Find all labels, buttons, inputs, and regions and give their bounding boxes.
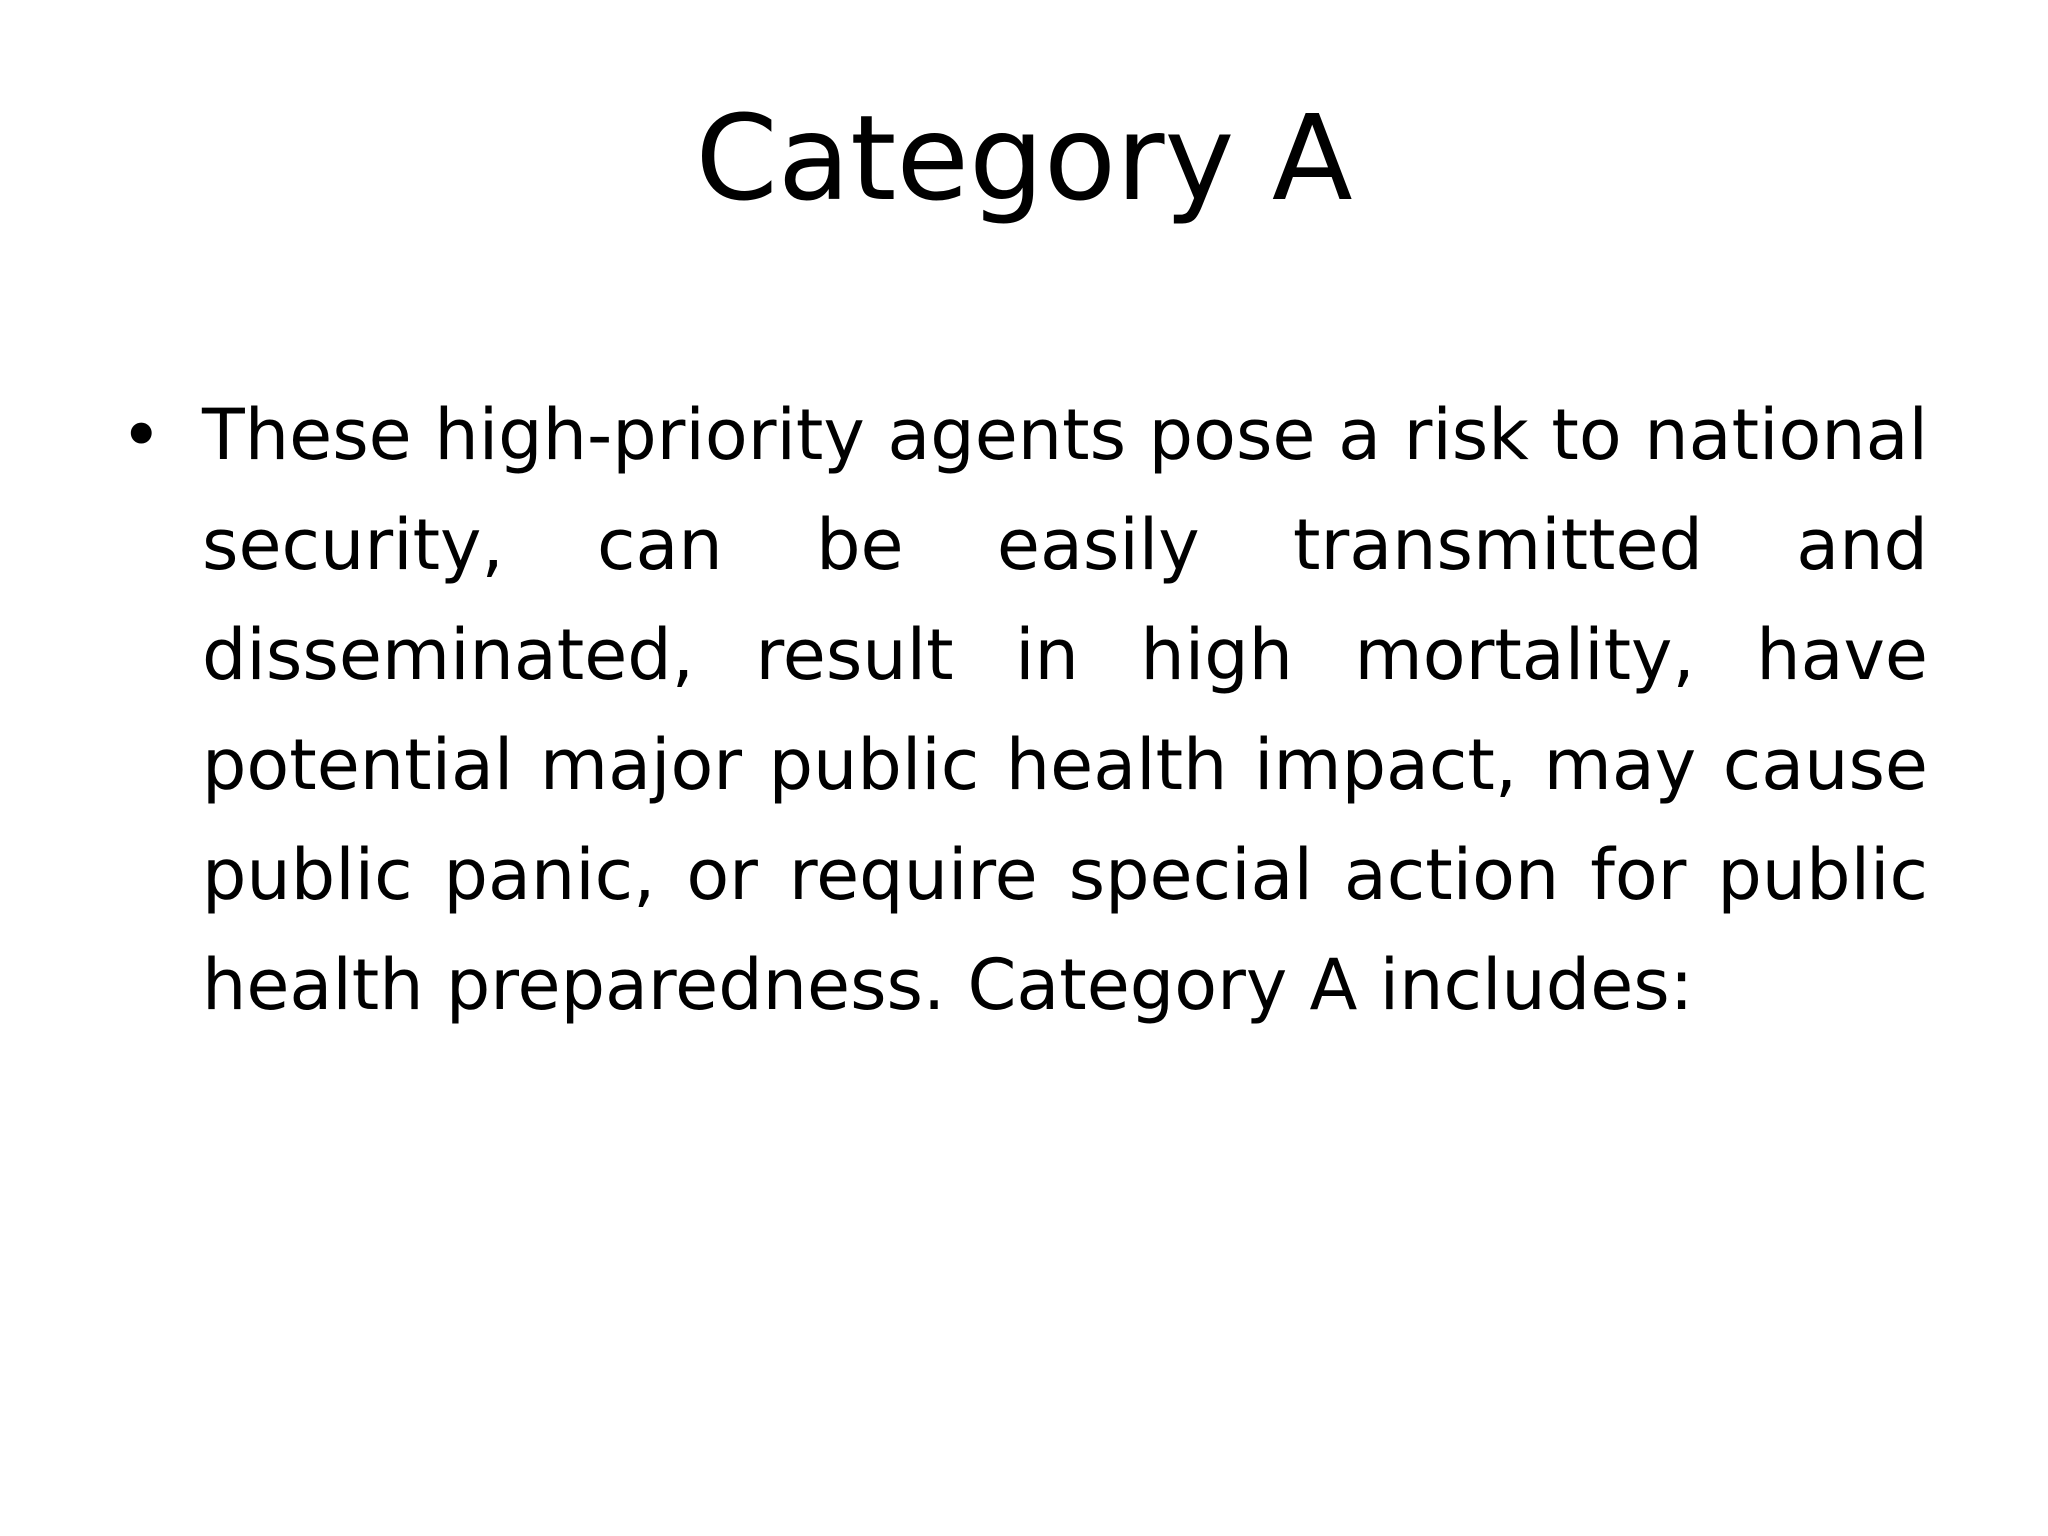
bullet-dot-icon: • bbox=[120, 393, 163, 477]
slide-title: Category A bbox=[695, 89, 1353, 227]
bullet-text: These high-priority agents pose a risk to national security, can be easily transmitted and disseminated, result in high mortality, have potential major public health impact, may cause public panic, or require special action for public health preparedness. Category A includes: bbox=[202, 394, 1928, 1026]
bullet-list bbox=[120, 380, 1928, 1040]
bullet-item bbox=[120, 380, 1928, 1040]
